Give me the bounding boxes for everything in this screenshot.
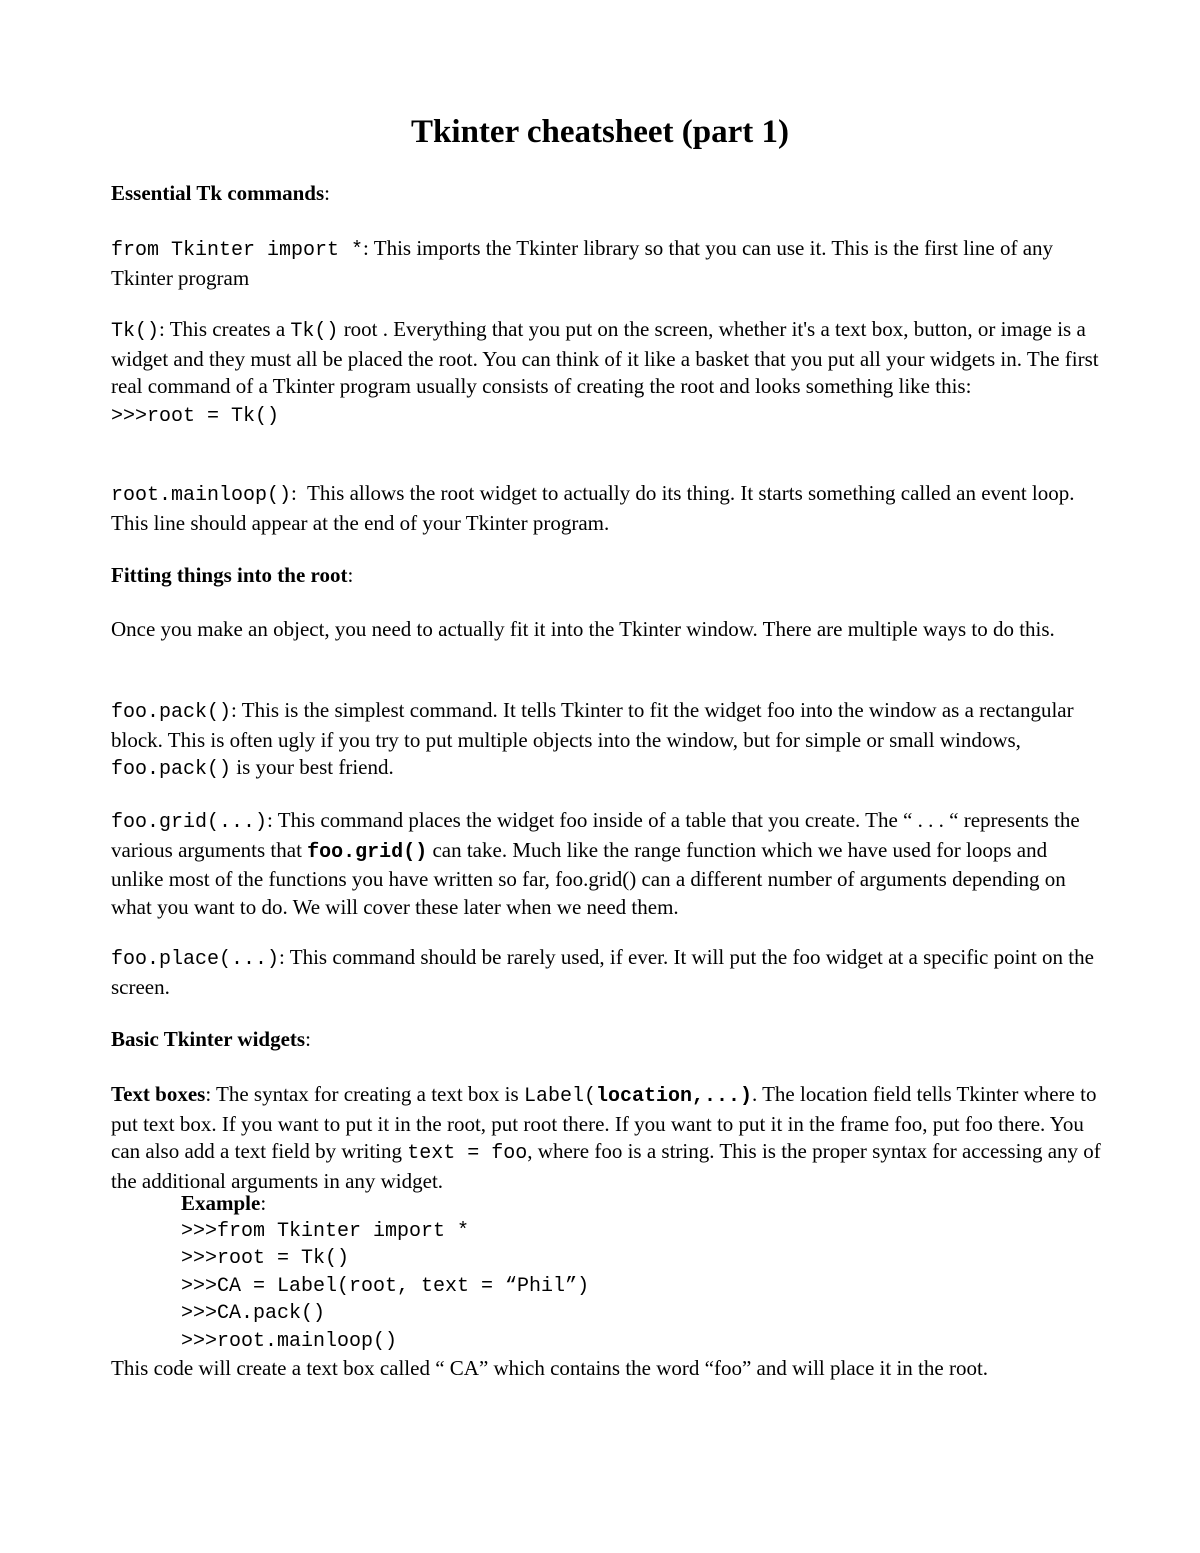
section-heading-text: Fitting things into the root bbox=[111, 563, 348, 587]
text-tk-2: root . Everything that you put on the screen, whether it's a text box, button, or image is a widget and they must all be placed the root. You can think of it like a basket that you put all your widgets in. The first real command of a Tkinter program usually consists of creating the root and looks something like this: bbox=[111, 317, 1104, 398]
code-pack: foo.pack() bbox=[111, 701, 232, 724]
section-heading-essential bbox=[111, 180, 1101, 208]
text-grid-2: can take. Much like the range function which we have used for loops and unlike most of the functions you have written so far, foo.grid() can a different number of arguments depending on what you want to do. We will cover these later when we need them. bbox=[111, 837, 1072, 919]
paragraph-textboxes bbox=[111, 1081, 1107, 1195]
section-heading-colon: : bbox=[324, 181, 331, 205]
paragraph-place bbox=[111, 944, 1101, 1001]
paragraph-tk bbox=[111, 316, 1104, 430]
code-place: foo.place(...) bbox=[111, 948, 280, 971]
paragraph-import bbox=[111, 235, 1101, 292]
paragraph-pack bbox=[111, 697, 1101, 784]
code-text-field: text = foo bbox=[407, 1142, 528, 1165]
text-pack-1: : This is the simplest command. It tells Tkinter to fit the widget foo into the window as a rectangular block. This is often ugly if you try to put multiple objects into the window, but for simple or small windows, bbox=[111, 698, 1079, 752]
section-heading-colon: : bbox=[305, 1027, 311, 1051]
example-code-line: >>>CA.pack() bbox=[181, 1302, 326, 1325]
code-label: Label( bbox=[523, 1085, 596, 1108]
text-textboxes-2: . The location field tells Tkinter where to put text box. If you want to put it in the root, put root there. If you want to put it in the frame foo, put foo there. You can also add a text field by writing bbox=[111, 1082, 1102, 1163]
code-grid: foo.grid(...) bbox=[111, 811, 268, 834]
example-heading bbox=[181, 1190, 1171, 1218]
section-heading-text: Basic Tkinter widgets bbox=[111, 1027, 306, 1051]
paragraph-grid bbox=[111, 807, 1101, 921]
text-grid-1: : This command places the widget foo inside of a table that you create. The “ . . . “ represents the various arguments that bbox=[111, 808, 1085, 862]
code-mainloop: root.mainloop() bbox=[111, 484, 292, 507]
text-mainloop: : This allows the root widget to actually do its thing. It starts something called an event loop. This line should appear at the end of your Tkinter program. bbox=[111, 481, 1080, 535]
textboxes-heading: Text boxes bbox=[111, 1082, 206, 1106]
code-root-example: >>>root = Tk() bbox=[111, 404, 280, 428]
text-textboxes-3: , where foo is a string. This is the proper syntax for accessing any of the additional arguments in any widget. bbox=[111, 1139, 1107, 1193]
section-heading-colon: : bbox=[347, 563, 354, 587]
code-grid-2: foo.grid() bbox=[307, 840, 428, 864]
example-heading-text: Example bbox=[181, 1191, 261, 1215]
example-code-line: >>>CA = Label(root, text = “Phil”) bbox=[181, 1274, 590, 1298]
example-code-line: >>>from Tkinter import * bbox=[181, 1219, 470, 1243]
example-code-line: >>>root = Tk() bbox=[181, 1247, 350, 1270]
example-block bbox=[111, 1190, 1171, 1355]
example-code-line: >>>root.mainloop() bbox=[181, 1329, 398, 1353]
code-label-args: location,...) bbox=[595, 1085, 752, 1108]
code-tk: Tk() bbox=[111, 320, 160, 343]
example-heading-colon: : bbox=[260, 1191, 267, 1215]
paragraph-fit: Once you make an object, you need to actually fit it into the Tkinter window. There are multiple ways to do this. bbox=[111, 617, 1055, 641]
code-tk-2: Tk() bbox=[290, 320, 339, 343]
section-heading-fitting bbox=[111, 562, 1101, 590]
text-import: : This imports the Tkinter library so that you can use it. This is the first line of any Tkinter program bbox=[111, 236, 1058, 290]
text-textboxes-1: : The syntax for creating a text box is bbox=[205, 1082, 524, 1106]
code-pack-2: foo.pack() bbox=[111, 758, 232, 781]
paragraph-final: This code will create a text box called “ CA” which contains the word “foo” and will place it in the root. bbox=[111, 1356, 989, 1380]
code-import: from Tkinter import * bbox=[111, 239, 364, 262]
paragraph-mainloop bbox=[111, 480, 1101, 537]
text-tk-1: : This creates a bbox=[159, 317, 291, 341]
text-place: : This command should be rarely used, if ever. It will put the foo widget at a specific point on the screen. bbox=[111, 945, 1100, 999]
page-title: Tkinter cheatsheet (part 1) bbox=[411, 114, 789, 150]
text-pack-2: is your best friend. bbox=[231, 755, 394, 779]
section-heading-widgets bbox=[111, 1026, 1101, 1054]
section-heading-text: Essential Tk commands bbox=[111, 181, 325, 205]
